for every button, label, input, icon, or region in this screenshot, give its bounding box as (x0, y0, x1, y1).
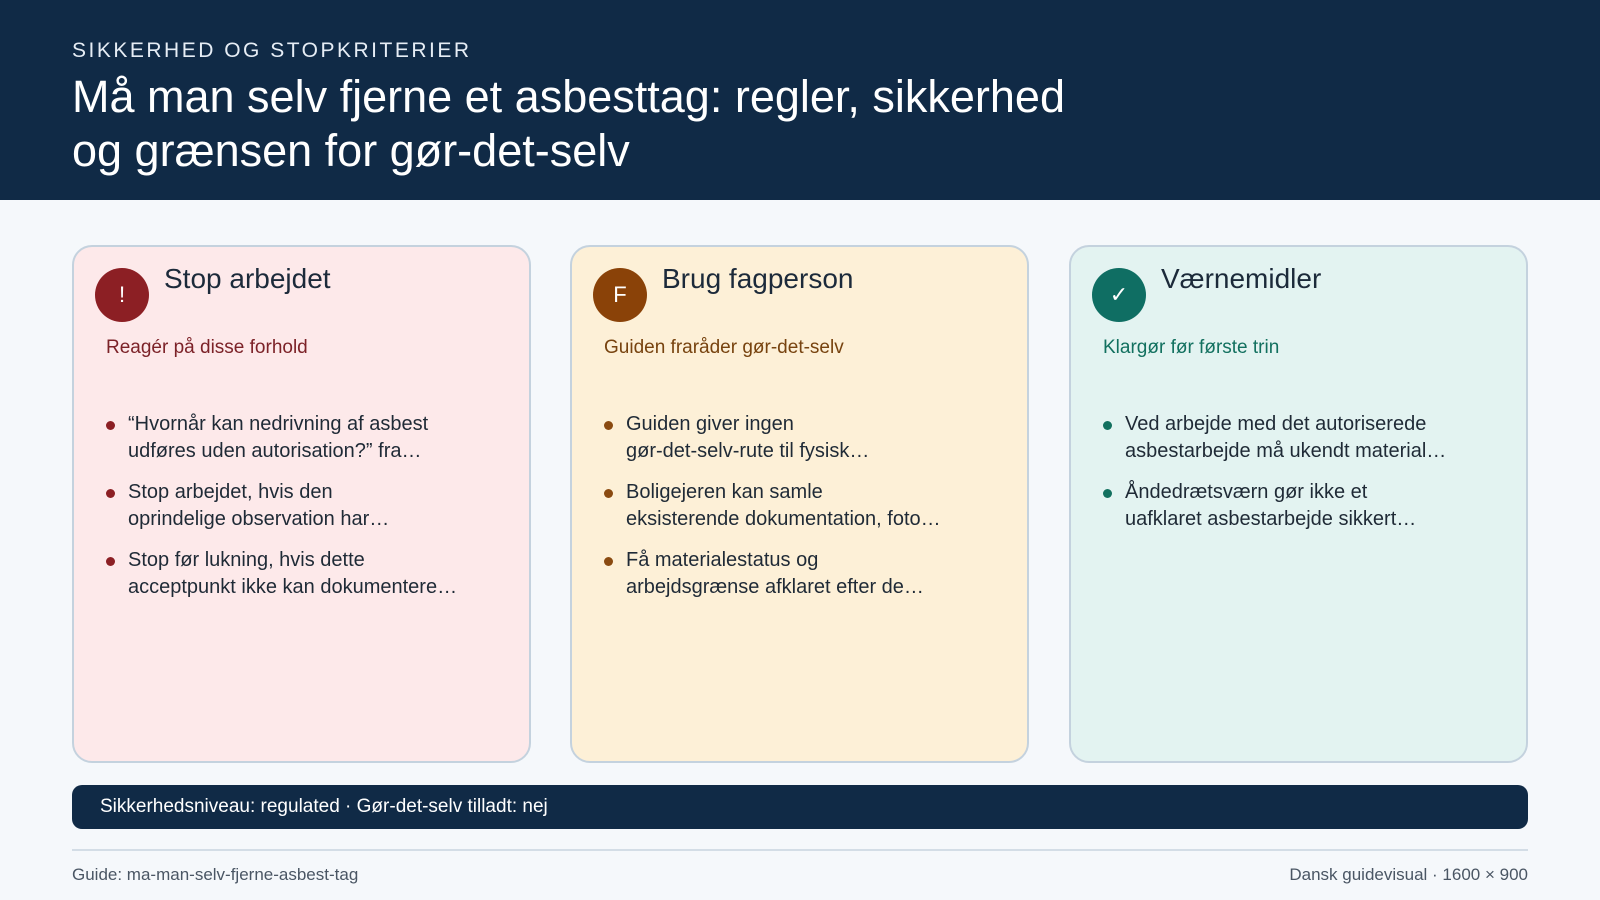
list-item (106, 479, 506, 533)
card-title: Værnemidler (1161, 263, 1322, 294)
list-item-line: Ved arbejde med det autoriserede (1125, 413, 1427, 435)
bullet-list (106, 411, 506, 615)
list-item-line: Guiden giver ingen (626, 413, 794, 435)
card-subtitle: Reagér på disse forhold (106, 337, 308, 358)
checkmark-icon: ✓ (1092, 268, 1146, 322)
card-subtitle: Klargør før første trin (1103, 337, 1280, 358)
bullet-dot-icon (604, 557, 613, 566)
list-item-line: Åndedrætsværn gør ikke et (1125, 481, 1368, 503)
list-item-line: eksisterende dokumentation, foto… (626, 508, 941, 530)
bullet-list (1103, 411, 1503, 547)
bullet-dot-icon (1103, 421, 1112, 430)
page-title (72, 70, 1172, 178)
letter-f-icon: F (593, 268, 647, 322)
list-item-line: udføres uden autorisation?” fra… (128, 440, 422, 462)
page-title-line-1: Må man selv fjerne et asbesttag: regler, sikkerhed (72, 71, 1065, 122)
list-item-line: Boligejeren kan samle (626, 481, 823, 503)
card-subtitle: Guiden fraråder gør-det-selv (604, 337, 844, 358)
list-item-line: oprindelige observation har… (128, 508, 390, 530)
bullet-dot-icon (604, 421, 613, 430)
card-protective-equipment (1069, 245, 1528, 763)
list-item (106, 547, 506, 601)
card-stop-work (72, 245, 531, 763)
footer-guide-slug: Guide: ma-man-selv-fjerne-asbest-tag (72, 865, 359, 884)
list-item (604, 547, 1004, 601)
bullet-dot-icon (106, 421, 115, 430)
list-item-line: arbejdsgrænse afklaret efter de… (626, 576, 924, 598)
footer-credit: Dansk guidevisual · 1600 × 900 (1289, 865, 1528, 884)
list-item (1103, 479, 1503, 533)
list-item-line: asbestarbejde må ukendt material… (1125, 440, 1447, 462)
bullet-dot-icon (106, 557, 115, 566)
card-row (72, 245, 1528, 763)
status-bar: Sikkerhedsniveau: regulated · Gør-det-selv tilladt: nej (72, 785, 1528, 829)
list-item-line: Stop arbejdet, hvis den (128, 481, 333, 503)
list-item-line: gør-det-selv-rute til fysisk… (626, 440, 870, 462)
list-item (604, 411, 1004, 465)
bullet-list (604, 411, 1004, 615)
footer-divider (72, 849, 1528, 851)
list-item-line: Få materialestatus og (626, 549, 819, 571)
list-item (1103, 411, 1503, 465)
header (0, 0, 1600, 200)
card-title: Brug fagperson (662, 263, 854, 294)
list-item-line: “Hvornår kan nedrivning af asbest (128, 413, 429, 435)
bullet-dot-icon (604, 489, 613, 498)
bullet-dot-icon (106, 489, 115, 498)
page-title-line-2: og grænsen for gør-det-selv (72, 125, 630, 176)
eyebrow-label: SIKKERHED OG STOPKRITERIER (72, 39, 472, 62)
list-item-line: Stop før lukning, hvis dette (128, 549, 365, 571)
list-item-line: acceptpunkt ikke kan dokumentere… (128, 576, 458, 598)
exclamation-icon: ! (95, 268, 149, 322)
list-item (106, 411, 506, 465)
card-title: Stop arbejdet (164, 263, 331, 294)
list-item (604, 479, 1004, 533)
card-use-professional (570, 245, 1029, 763)
bullet-dot-icon (1103, 489, 1112, 498)
list-item-line: uafklaret asbestarbejde sikkert… (1125, 508, 1417, 530)
